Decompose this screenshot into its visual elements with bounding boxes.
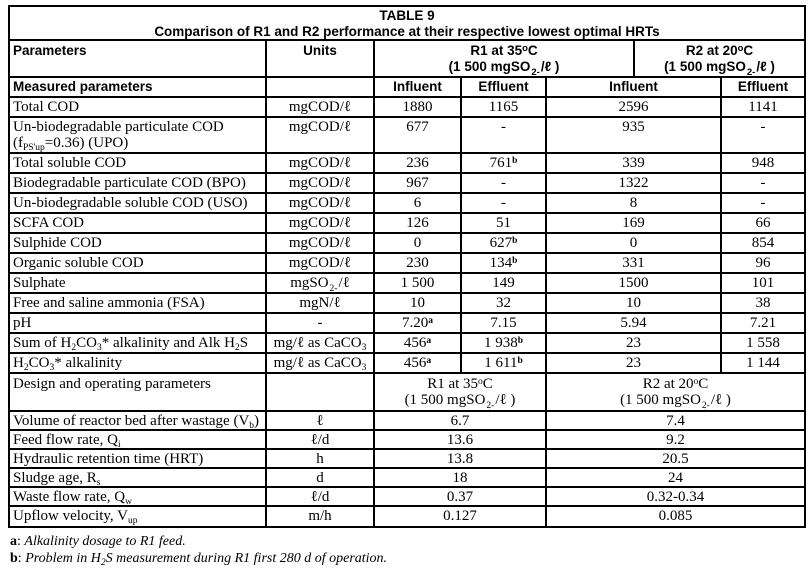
r1-header-line2: (1 500 mgSO 2- /ℓ ) xyxy=(448,59,560,76)
table-row xyxy=(10,174,804,194)
table-row xyxy=(10,450,804,469)
parameter-label-cell: Sulphide COD xyxy=(10,234,267,252)
r2-influent-header: Influent xyxy=(547,78,722,96)
unit-cell: mgCOD/ℓ xyxy=(267,254,375,272)
value-cell: 134$^b$ xyxy=(462,254,547,272)
value-cell: 7.15 xyxy=(462,314,547,332)
value-cell: 1141 xyxy=(748,99,778,115)
r1-influent-header: Influent xyxy=(375,78,462,96)
unit-cell: mgCOD/ℓ xyxy=(267,118,375,152)
value-cell: 1 611$^b$ xyxy=(462,354,547,372)
value-cell: 948 xyxy=(751,155,775,171)
design-section-label: Design and operating parameters xyxy=(10,374,267,410)
value-cell: 66 xyxy=(755,215,771,231)
value-cell: 935 xyxy=(547,118,722,152)
value-cell: 126 xyxy=(375,214,462,232)
value-cell: 1 144 xyxy=(746,355,780,371)
r1-effluent-header: Effluent xyxy=(462,78,547,96)
parameter-label-cell: Total soluble COD xyxy=(10,154,267,172)
unit-cell: mgCOD/ℓ xyxy=(267,98,375,116)
parameters-header: Parameters xyxy=(10,41,267,76)
value-cell: 0.127 xyxy=(375,507,547,526)
value-cell: 10 xyxy=(375,294,462,312)
unit-cell: mg/ℓ as CaCO$_3$ xyxy=(267,334,375,352)
unit-cell: mg/ℓ as CaCO$_3$ xyxy=(267,354,375,372)
unit-cell: - xyxy=(267,314,375,332)
value-cell: 149 xyxy=(462,274,547,292)
value-cell: - xyxy=(462,194,547,212)
table-row xyxy=(10,334,804,354)
value-cell: 331 xyxy=(547,254,722,272)
parameter-label-cell: Volume of reactor bed after wastage $(V_b)$ xyxy=(10,412,267,429)
parameter-label-cell: pH xyxy=(10,314,267,332)
units-header: Units xyxy=(267,41,375,76)
value-cell: 1500 xyxy=(547,274,722,292)
value-cell: 339 xyxy=(547,154,722,172)
value-cell: - xyxy=(760,195,766,211)
r2-group-header xyxy=(635,41,804,76)
value-cell: 761$^b$ xyxy=(462,154,547,172)
parameter-label-cell: Sum of $H_2CO_3*$ alkalinity and Alk $H_2S$ xyxy=(10,334,267,352)
value-cell: 456$^a$ xyxy=(375,334,462,352)
value-cell: 20.5 xyxy=(662,451,689,467)
table-row xyxy=(10,254,804,274)
value-cell: 0 xyxy=(375,234,462,252)
footnote-b: b: Problem in $H_2S$ measurement during R1 first 280 d of operation. xyxy=(10,551,388,568)
r1-header-line1: R1 at 35$^o$C xyxy=(470,43,538,58)
empty-unit-cell xyxy=(267,78,375,96)
value-cell: 1 558 xyxy=(746,335,780,351)
parameter-label-cell: Hydraulic retention time (HRT) xyxy=(10,450,267,467)
r1-group-header xyxy=(375,41,635,76)
design-r2-header xyxy=(547,374,804,410)
parameter-label-cell: Waste flow rate, $Q_w$ xyxy=(10,488,267,505)
value-cell: 7.21 xyxy=(749,315,777,331)
value-cell: 18 xyxy=(375,469,547,486)
value-cell: 96 xyxy=(755,255,771,271)
parameter-label-cell: Organic soluble COD xyxy=(10,254,267,272)
parameter-label-cell: Biodegradable particulate COD (BPO) xyxy=(10,174,267,192)
design-r1-header xyxy=(375,374,547,410)
unit-cell: ℓ/d xyxy=(267,431,375,448)
value-cell: 967 xyxy=(375,174,462,192)
table-row xyxy=(10,294,804,314)
value-cell: - xyxy=(462,118,547,152)
parameter-label-cell: $H_2CO_3*$ alkalinity xyxy=(10,354,267,372)
value-cell: 9.2 xyxy=(666,432,685,448)
parameter-label-cell: Sludge age, $R_s$ xyxy=(10,469,267,486)
value-cell: 0.37 xyxy=(375,488,547,505)
table-row xyxy=(10,412,804,431)
value-cell: 230 xyxy=(375,254,462,272)
value-cell: 1 500 xyxy=(375,274,462,292)
table-row xyxy=(10,234,804,254)
value-cell: 854 xyxy=(751,235,775,251)
empty-unit-cell xyxy=(267,374,375,410)
parameter-label-cell: Un-biodegradable particulate COD $(f_{PS'up}=0.36)$ (UPO) xyxy=(10,118,267,152)
value-cell: 23 xyxy=(547,334,722,352)
table-row xyxy=(10,154,804,174)
value-cell: 7.20$^a$ xyxy=(375,314,462,332)
parameter-label-cell: Feed flow rate, $Q_i$ xyxy=(10,431,267,448)
footnote-a: a: Alkalinity dosage to R1 feed. xyxy=(10,534,186,549)
value-cell: 0 xyxy=(547,234,722,252)
parameter-label-cell: Free and saline ammonia (FSA) xyxy=(10,294,267,312)
value-cell: 6.7 xyxy=(375,412,547,429)
table-9 xyxy=(8,5,806,528)
value-cell: 236 xyxy=(375,154,462,172)
unit-cell: ℓ/d xyxy=(267,488,375,505)
unit-cell: mgCOD/ℓ xyxy=(267,174,375,192)
unit-cell: mgCOD/ℓ xyxy=(267,154,375,172)
value-cell: - xyxy=(462,174,547,192)
value-cell: 1880 xyxy=(375,98,462,116)
measured-section-label: Measured parameters xyxy=(10,78,267,96)
value-cell: 2596 xyxy=(547,98,722,116)
value-cell: 13.6 xyxy=(375,431,547,448)
value-cell: 51 xyxy=(462,214,547,232)
table-title-row xyxy=(10,7,804,41)
design-rows-section xyxy=(10,412,804,526)
value-cell: 10 xyxy=(547,294,722,312)
value-cell: 169 xyxy=(547,214,722,232)
parameter-label-cell: SCFA COD xyxy=(10,214,267,232)
value-cell: 0.085 xyxy=(658,508,693,524)
value-cell: 13.8 xyxy=(375,450,547,467)
value-cell: 1322 xyxy=(547,174,722,192)
r2-header-line2: (1 500 mgSO 2- /ℓ ) xyxy=(664,59,775,76)
parameter-label-cell: Un-biodegradable soluble COD (USO) xyxy=(10,194,267,212)
r2-effluent-header: Effluent xyxy=(737,79,789,94)
design-parameters-header-row xyxy=(10,374,804,412)
parameter-label-cell: Upflow velocity, $V_{up}$ xyxy=(10,507,267,526)
design-r2-line1: R2 at 20$^o$C xyxy=(642,376,709,392)
design-r2-line2: (1 500 mgSO 2- /ℓ ) xyxy=(620,392,731,410)
table-caption: Comparison of R1 and R2 performance at their respective lowest optimal HRTs xyxy=(154,24,660,39)
table-row xyxy=(10,431,804,450)
value-cell: 38 xyxy=(755,295,771,311)
table-row xyxy=(10,194,804,214)
value-cell: 677 xyxy=(375,118,462,152)
value-cell: 1165 xyxy=(462,98,547,116)
parameter-label-cell: Total COD xyxy=(10,98,267,116)
value-cell: 0.32-0.34 xyxy=(646,489,705,505)
value-cell: 32 xyxy=(462,294,547,312)
unit-cell: mgSO 2- /ℓ xyxy=(267,274,375,292)
value-cell: 5.94 xyxy=(547,314,722,332)
unit-cell: m/h xyxy=(267,507,375,526)
table-row xyxy=(10,214,804,234)
value-cell: - xyxy=(760,119,766,135)
design-r1-line1: R1 at 35$^o$C xyxy=(427,376,493,392)
unit-cell: h xyxy=(267,450,375,467)
measured-rows-section xyxy=(10,98,804,374)
value-cell: 7.4 xyxy=(666,413,685,429)
value-cell: 627$^b$ xyxy=(462,234,547,252)
table-row xyxy=(10,488,804,507)
value-cell: 1 938$^b$ xyxy=(462,334,547,352)
unit-cell: mgCOD/ℓ xyxy=(267,214,375,232)
column-header-row xyxy=(10,41,804,78)
r2-header-line1: R2 at 20$^o$C xyxy=(685,43,754,58)
table-row xyxy=(10,469,804,488)
table-row xyxy=(10,118,804,154)
table-row xyxy=(10,98,804,118)
parameter-label-cell: Sulphate xyxy=(10,274,267,292)
footnotes xyxy=(10,533,387,567)
table-row xyxy=(10,314,804,334)
table-row xyxy=(10,274,804,294)
value-cell: 6 xyxy=(375,194,462,212)
table-row xyxy=(10,354,804,374)
table-row xyxy=(10,507,804,526)
value-cell: 456$^a$ xyxy=(375,354,462,372)
unit-cell: mgCOD/ℓ xyxy=(267,234,375,252)
value-cell: 8 xyxy=(547,194,722,212)
table-number: TABLE 9 xyxy=(379,8,435,23)
unit-cell: mgN/ℓ xyxy=(267,294,375,312)
value-cell: - xyxy=(760,175,766,191)
design-r1-line2: (1 500 mgSO 2- /ℓ ) xyxy=(404,392,516,410)
unit-cell: ℓ xyxy=(267,412,375,429)
value-cell: 24 xyxy=(668,470,683,486)
unit-cell: d xyxy=(267,469,375,486)
measured-parameters-header-row xyxy=(10,78,804,98)
unit-cell: mgCOD/ℓ xyxy=(267,194,375,212)
value-cell: 101 xyxy=(751,275,775,291)
value-cell: 23 xyxy=(547,354,722,372)
